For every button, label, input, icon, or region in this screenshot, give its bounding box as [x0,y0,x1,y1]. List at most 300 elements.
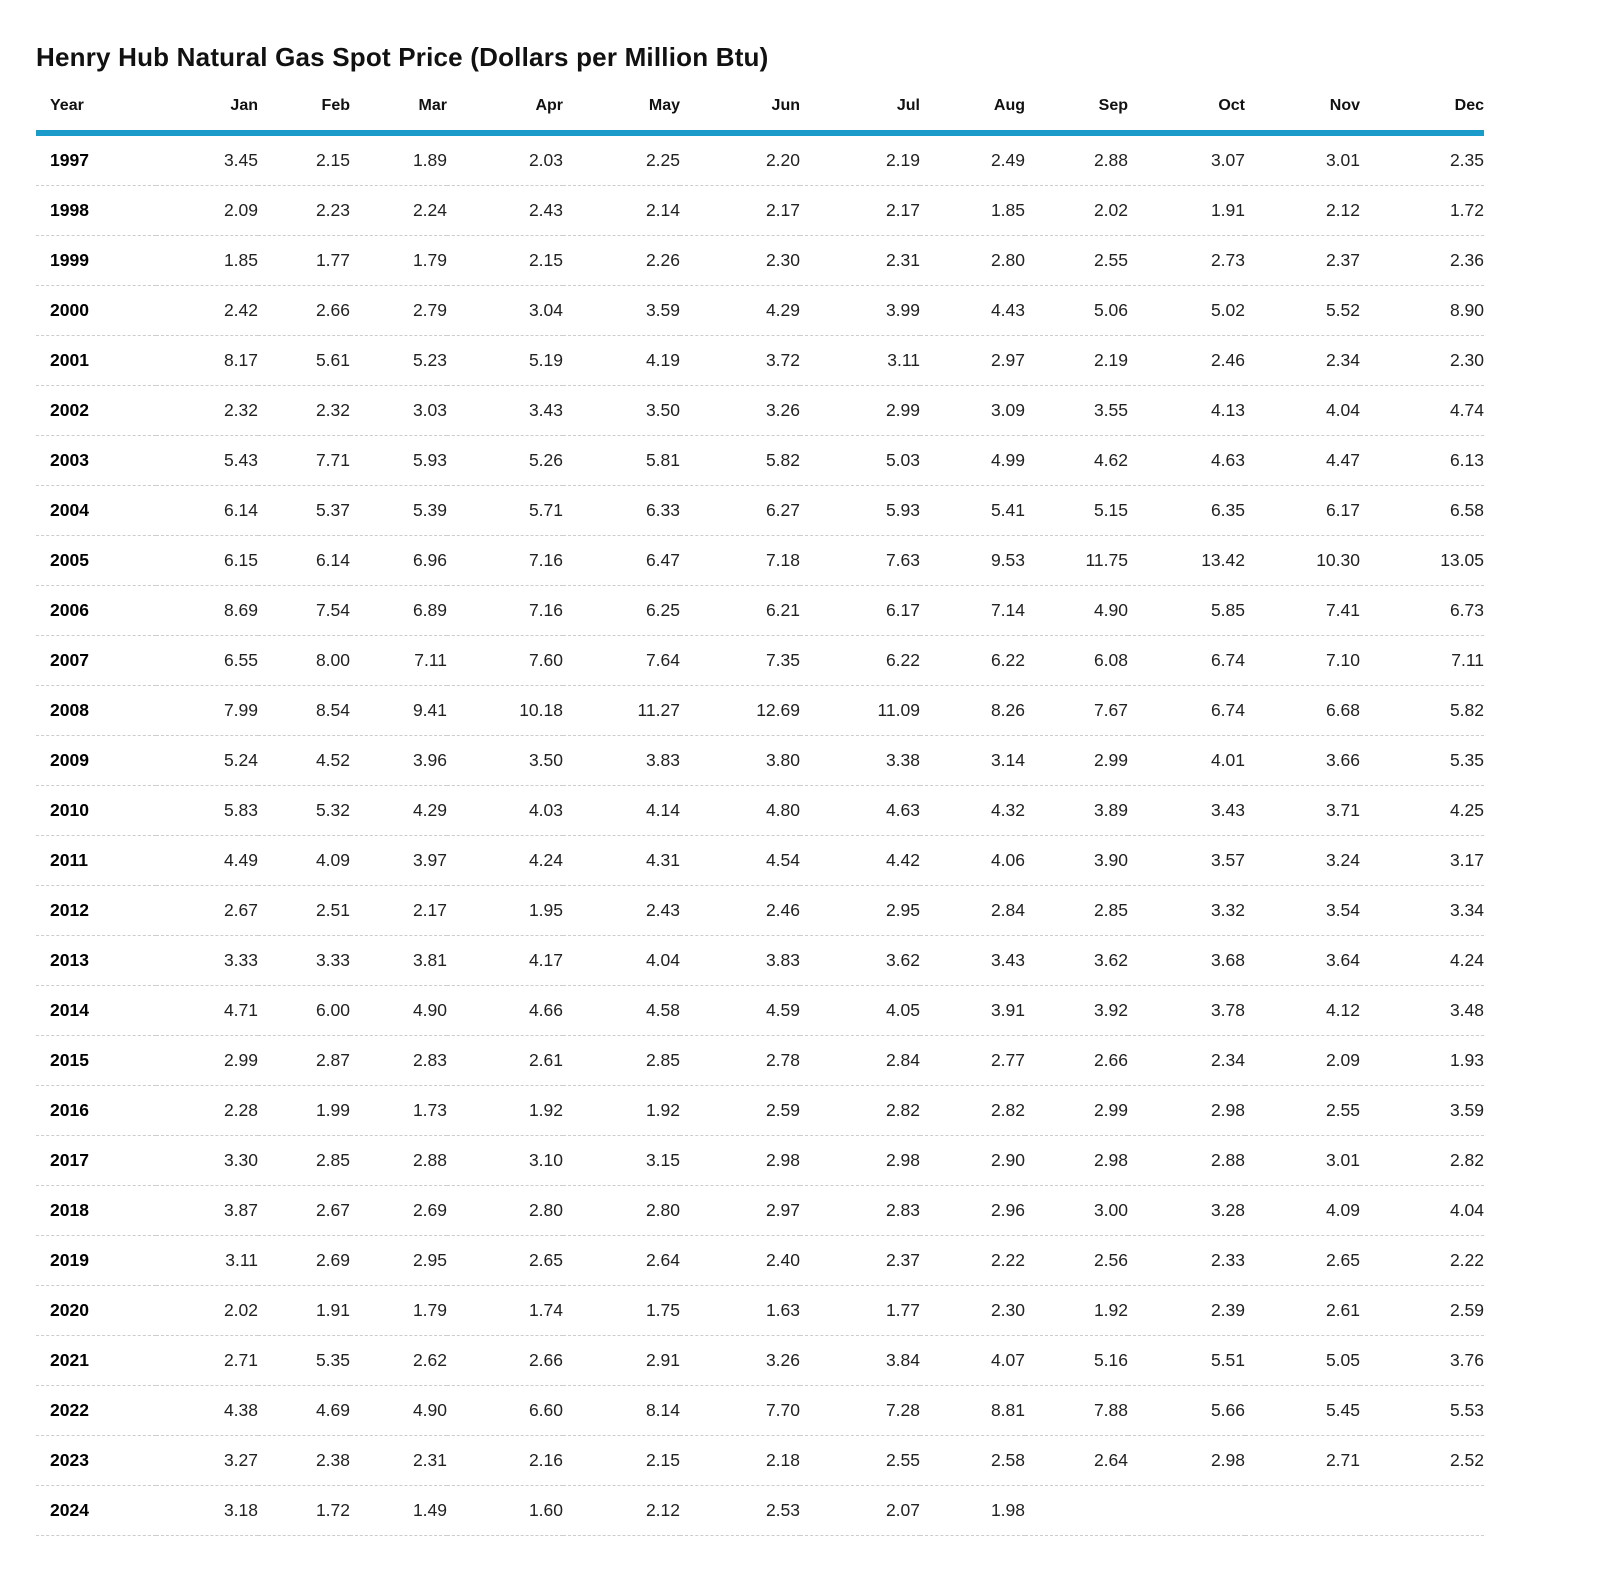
price-cell-sep: 5.16 [1093,1350,1128,1370]
price-cell-jan: 4.71 [223,1000,258,1020]
month-column-header-sep: Sep [1025,95,1128,133]
price-cell-oct: 13.42 [1201,550,1245,570]
price-cell-jan: 6.55 [223,650,258,670]
table-header-row [36,95,1484,133]
price-cell-jul: 4.42 [885,850,920,870]
month-column-header-nov: Nov [1245,95,1360,133]
year-cell: 2005 [50,550,89,570]
price-cell-mar: 2.31 [412,1450,447,1470]
price-cell-mar: 5.23 [412,350,447,370]
price-cell-jul: 6.22 [885,650,920,670]
price-cell-jan: 2.67 [223,900,258,920]
price-cell-nov: 3.24 [1325,850,1360,870]
price-cell-sep [1025,1486,1128,1536]
price-cell-mar: 1.79 [412,1300,447,1320]
table-row-2021 [36,1336,1484,1386]
price-cell-nov: 7.10 [1325,650,1360,670]
price-cell-jul: 2.99 [885,400,920,420]
month-column-header-jan: Jan [156,95,258,133]
price-cell-jan: 1.85 [223,250,258,270]
price-cell-jul: 3.11 [887,350,920,370]
price-cell-feb: 2.67 [315,1200,350,1220]
price-cell-oct: 3.32 [1210,900,1245,920]
price-cell-jun: 3.26 [765,400,800,420]
price-cell-may: 4.31 [645,850,680,870]
price-cell-dec: 2.82 [1449,1150,1484,1170]
price-cell-jul: 2.19 [885,150,920,170]
price-cell-dec: 3.48 [1449,1000,1484,1020]
price-cell-nov: 3.64 [1325,950,1360,970]
price-cell-mar: 6.96 [412,550,447,570]
table-row-2014 [36,986,1484,1036]
price-cell-mar: 5.93 [412,450,447,470]
price-cell-feb: 1.77 [315,250,350,270]
price-cell-nov: 3.54 [1325,900,1360,920]
price-cell-jun: 2.46 [765,900,800,920]
price-cell-dec: 5.82 [1449,700,1484,720]
price-cell-jul: 2.98 [885,1150,920,1170]
price-cell-may: 6.47 [645,550,680,570]
price-cell-may: 6.25 [645,600,680,620]
price-cell-jan: 4.49 [223,850,258,870]
price-cell-feb: 2.23 [315,200,350,220]
price-cell-jan: 2.02 [223,1300,258,1320]
price-cell-feb: 7.54 [315,600,350,620]
year-cell: 1997 [50,150,89,170]
price-cell-mar: 3.96 [412,750,447,770]
price-cell-mar: 3.97 [412,850,447,870]
price-cell-apr: 7.16 [528,550,563,570]
price-cell-nov: 10.30 [1316,550,1360,570]
price-cell-may: 2.25 [645,150,680,170]
price-cell-apr: 5.19 [528,350,563,370]
price-cell-may: 2.14 [645,200,680,220]
price-cell-jan: 8.17 [223,350,258,370]
price-cell-jun: 1.63 [765,1300,800,1320]
price-cell-may: 3.15 [645,1150,680,1170]
price-cell-apr: 2.16 [528,1450,563,1470]
price-cell-jul: 3.99 [885,300,920,320]
price-cell-nov: 4.47 [1325,450,1360,470]
table-row-2017 [36,1136,1484,1186]
price-cell-apr: 1.95 [528,900,563,920]
price-cell-sep: 5.15 [1093,500,1128,520]
price-cell-mar: 1.89 [412,150,447,170]
price-cell-may: 1.75 [645,1300,680,1320]
price-cell-sep: 2.66 [1093,1050,1128,1070]
price-cell-aug: 4.06 [990,850,1025,870]
price-cell-oct: 3.68 [1210,950,1245,970]
price-cell-nov: 6.17 [1325,500,1360,520]
price-cell-apr: 10.18 [519,700,563,720]
price-cell-aug: 8.26 [990,700,1025,720]
price-cell-apr: 2.66 [528,1350,563,1370]
price-cell-sep: 2.19 [1093,350,1128,370]
price-cell-aug: 2.96 [990,1200,1025,1220]
price-cell-sep: 11.75 [1085,550,1128,570]
price-cell-oct: 2.39 [1210,1300,1245,1320]
price-cell-apr: 7.60 [528,650,563,670]
price-cell-oct: 2.88 [1210,1150,1245,1170]
price-cell-aug: 2.80 [990,250,1025,270]
table-body [36,133,1484,1536]
price-cell-jul: 5.93 [885,500,920,520]
price-cell-nov: 4.04 [1325,400,1360,420]
table-row-1997 [36,133,1484,186]
price-cell-apr: 5.71 [528,500,563,520]
year-cell: 2020 [50,1300,89,1320]
price-cell-feb: 2.85 [315,1150,350,1170]
price-cell-mar: 2.79 [412,300,447,320]
price-cell-dec: 2.22 [1449,1250,1484,1270]
price-cell-oct: 2.98 [1210,1100,1245,1120]
price-cell-oct: 2.98 [1210,1450,1245,1470]
table-row-2024 [36,1486,1484,1536]
price-cell-sep: 7.88 [1093,1400,1128,1420]
price-cell-apr: 3.10 [528,1150,563,1170]
price-cell-mar: 3.81 [412,950,447,970]
price-cell-oct [1128,1486,1245,1536]
price-cell-jun: 2.30 [765,250,800,270]
year-cell: 2018 [50,1200,89,1220]
price-cell-may: 2.15 [645,1450,680,1470]
price-cell-feb: 4.69 [315,1400,350,1420]
price-cell-feb: 1.72 [315,1500,350,1520]
price-cell-dec: 4.24 [1449,950,1484,970]
price-cell-jul: 2.83 [885,1200,920,1220]
price-cell-jan: 5.83 [223,800,258,820]
price-cell-dec: 4.74 [1449,400,1484,420]
price-cell-sep: 6.08 [1093,650,1128,670]
price-cell-aug: 4.07 [990,1350,1025,1370]
table-row-2013 [36,936,1484,986]
price-cell-may: 5.81 [645,450,680,470]
price-cell-apr: 3.04 [528,300,563,320]
year-cell: 2019 [50,1250,89,1270]
price-cell-jun: 2.59 [765,1100,800,1120]
price-cell-jan: 5.43 [223,450,258,470]
year-cell: 1998 [50,200,89,220]
price-cell-sep: 2.99 [1093,1100,1128,1120]
price-cell-nov: 5.52 [1325,300,1360,320]
price-cell-sep: 1.92 [1093,1300,1128,1320]
price-cell-aug: 8.81 [990,1400,1025,1420]
price-cell-sep: 2.85 [1093,900,1128,920]
price-cell-nov: 7.41 [1325,600,1360,620]
price-cell-feb: 4.09 [315,850,350,870]
year-cell: 2009 [50,750,89,770]
price-cell-mar: 1.49 [412,1500,447,1520]
price-cell-oct: 3.78 [1210,1000,1245,1020]
price-cell-aug: 2.84 [990,900,1025,920]
price-cell-apr: 4.03 [528,800,563,820]
price-cell-jan: 5.24 [223,750,258,770]
table-row-2002 [36,386,1484,436]
price-cell-jan: 3.30 [223,1150,258,1170]
price-cell-nov: 2.12 [1325,200,1360,220]
price-cell-sep: 3.90 [1093,850,1128,870]
price-cell-feb: 1.99 [315,1100,350,1120]
table-row-1999 [36,236,1484,286]
year-cell: 2002 [50,400,89,420]
price-cell-sep: 2.64 [1093,1450,1128,1470]
year-cell: 2010 [50,800,89,820]
price-cell-feb: 5.37 [315,500,350,520]
price-cell-may: 2.80 [645,1200,680,1220]
price-cell-sep: 3.62 [1093,950,1128,970]
price-cell-jun: 4.80 [765,800,800,820]
price-cell-jul: 2.95 [885,900,920,920]
year-cell: 2016 [50,1100,89,1120]
price-cell-apr: 1.92 [528,1100,563,1120]
table-row-2004 [36,486,1484,536]
price-cell-mar: 4.90 [412,1000,447,1020]
year-cell: 2022 [50,1400,89,1420]
price-cell-may: 2.85 [645,1050,680,1070]
price-cell-nov: 4.09 [1325,1200,1360,1220]
price-cell-jun: 7.18 [765,550,800,570]
price-cell-jul: 2.07 [885,1500,920,1520]
price-cell-jan: 3.11 [225,1250,258,1270]
price-cell-nov: 3.66 [1325,750,1360,770]
year-cell: 2001 [50,350,89,370]
table-row-2003 [36,436,1484,486]
price-cell-feb: 5.32 [315,800,350,820]
price-cell-feb: 3.33 [315,950,350,970]
table-row-2000 [36,286,1484,336]
price-cell-aug: 4.32 [990,800,1025,820]
price-cell-jun: 7.35 [765,650,800,670]
price-cell-jun: 5.82 [765,450,800,470]
price-cell-mar: 4.29 [412,800,447,820]
price-cell-dec: 2.30 [1449,350,1484,370]
price-cell-jun: 4.59 [765,1000,800,1020]
price-cell-feb: 2.32 [315,400,350,420]
month-column-header-jun: Jun [680,95,800,133]
price-cell-sep: 2.88 [1093,150,1128,170]
price-cell-jul: 1.77 [885,1300,920,1320]
month-column-header-mar: Mar [350,95,447,133]
year-column-header: Year [36,95,156,133]
price-cell-jun: 2.97 [765,1200,800,1220]
month-column-header-apr: Apr [447,95,563,133]
price-cell-jun: 12.69 [756,700,800,720]
price-cell-apr: 7.16 [528,600,563,620]
price-cell-dec: 3.34 [1449,900,1484,920]
year-cell: 2004 [50,500,89,520]
price-cell-oct: 5.51 [1210,1350,1245,1370]
price-cell-feb: 5.35 [315,1350,350,1370]
table-row-2006 [36,586,1484,636]
price-cell-aug: 1.98 [990,1500,1025,1520]
price-cell-may: 2.91 [645,1350,680,1370]
year-cell: 2006 [50,600,89,620]
price-cell-aug: 1.85 [990,200,1025,220]
price-cell-nov: 2.09 [1325,1050,1360,1070]
price-cell-feb: 6.14 [315,550,350,570]
price-cell-mar: 2.83 [412,1050,447,1070]
page-title: Henry Hub Natural Gas Spot Price (Dollars per Million Btu) [36,42,769,72]
price-cell-jan: 3.27 [223,1450,258,1470]
price-cell-sep: 2.99 [1093,750,1128,770]
price-cell-dec: 6.73 [1449,600,1484,620]
price-cell-dec [1360,1486,1484,1536]
price-cell-jul: 3.38 [885,750,920,770]
price-cell-jan: 7.99 [223,700,258,720]
price-cell-jun: 6.21 [765,600,800,620]
price-cell-jul: 5.03 [885,450,920,470]
price-cell-mar: 7.11 [414,650,447,670]
price-cell-apr: 5.26 [528,450,563,470]
price-cell-oct: 5.66 [1210,1400,1245,1420]
price-cell-jul: 4.63 [885,800,920,820]
price-cell-nov: 2.71 [1325,1450,1360,1470]
price-cell-oct: 6.35 [1210,500,1245,520]
price-cell-dec: 2.36 [1449,250,1484,270]
year-cell: 2008 [50,700,89,720]
month-column-header-aug: Aug [920,95,1025,133]
price-cell-may: 7.64 [645,650,680,670]
price-cell-dec: 1.72 [1449,200,1484,220]
price-cell-oct: 2.73 [1210,250,1245,270]
table-row-2020 [36,1286,1484,1336]
price-cell-nov: 3.71 [1325,800,1360,820]
table-row-2008 [36,686,1484,736]
price-cell-jun: 2.20 [765,150,800,170]
table-row-2001 [36,336,1484,386]
price-cell-jun: 2.98 [765,1150,800,1170]
price-cell-apr: 6.60 [528,1400,563,1420]
price-cell-mar: 9.41 [412,700,447,720]
table-row-2015 [36,1036,1484,1086]
price-cell-may: 3.83 [645,750,680,770]
price-cell-feb: 8.54 [315,700,350,720]
price-cell-feb: 2.51 [315,900,350,920]
price-cell-sep: 3.89 [1093,800,1128,820]
price-cell-jan: 2.42 [223,300,258,320]
price-cell-oct: 3.43 [1210,800,1245,820]
price-cell-dec: 2.35 [1449,150,1484,170]
price-cell-jan: 6.15 [223,550,258,570]
price-cell-oct: 1.91 [1210,200,1245,220]
price-cell-jan: 2.71 [223,1350,258,1370]
price-cell-dec: 5.35 [1449,750,1484,770]
price-cell-jun: 7.70 [765,1400,800,1420]
price-cell-may: 4.19 [645,350,680,370]
price-cell-oct: 5.02 [1210,300,1245,320]
price-cell-may: 8.14 [645,1400,680,1420]
table-row-1998 [36,186,1484,236]
year-cell: 2014 [50,1000,89,1020]
price-cell-apr: 1.74 [528,1300,563,1320]
price-cell-apr: 3.43 [528,400,563,420]
price-cell-dec: 4.25 [1449,800,1484,820]
price-cell-jul: 2.31 [885,250,920,270]
price-cell-mar: 3.03 [412,400,447,420]
price-cell-apr: 3.50 [528,750,563,770]
price-cell-may: 1.92 [645,1100,680,1120]
table-row-2010 [36,786,1484,836]
price-cell-apr: 2.15 [528,250,563,270]
price-cell-jul: 2.17 [885,200,920,220]
price-cell-feb: 7.71 [315,450,350,470]
price-cell-jul: 2.84 [885,1050,920,1070]
price-cell-jun: 2.40 [765,1250,800,1270]
price-cell-sep: 2.56 [1093,1250,1128,1270]
price-cell-aug: 2.97 [990,350,1025,370]
price-cell-aug: 2.90 [990,1150,1025,1170]
year-cell: 2000 [50,300,89,320]
price-cell-sep: 7.67 [1093,700,1128,720]
price-cell-dec: 6.58 [1449,500,1484,520]
price-cell-oct: 4.01 [1210,750,1245,770]
price-cell-oct: 6.74 [1210,650,1245,670]
price-cell-aug: 6.22 [990,650,1025,670]
price-cell-dec: 3.76 [1449,1350,1484,1370]
price-cell-jun: 3.26 [765,1350,800,1370]
price-cell-oct: 6.74 [1210,700,1245,720]
price-cell-mar: 2.17 [412,900,447,920]
price-cell-nov: 2.65 [1325,1250,1360,1270]
price-cell-oct: 2.34 [1210,1050,1245,1070]
year-cell: 2012 [50,900,89,920]
price-cell-mar: 1.73 [412,1100,447,1120]
price-cell-jun: 4.54 [765,850,800,870]
year-cell: 2011 [50,850,88,870]
price-cell-sep: 5.06 [1093,300,1128,320]
price-cell-aug: 2.30 [990,1300,1025,1320]
year-cell: 2003 [50,450,89,470]
price-cell-mar: 2.88 [412,1150,447,1170]
price-cell-jun: 2.53 [765,1500,800,1520]
price-cell-sep: 3.00 [1093,1200,1128,1220]
price-cell-aug: 4.43 [990,300,1025,320]
price-cell-jun: 4.29 [765,300,800,320]
price-cell-nov: 2.37 [1325,250,1360,270]
price-cell-jan: 2.99 [223,1050,258,1070]
price-cell-sep: 2.02 [1093,200,1128,220]
price-cell-aug: 2.22 [990,1250,1025,1270]
price-cell-dec: 1.93 [1449,1050,1484,1070]
price-cell-apr: 4.66 [528,1000,563,1020]
year-cell: 2007 [50,650,89,670]
price-cell-sep: 3.55 [1093,400,1128,420]
year-cell: 1999 [50,250,89,270]
price-cell-aug: 3.43 [990,950,1025,970]
price-cell-aug: 2.49 [990,150,1025,170]
price-cell-feb: 2.87 [315,1050,350,1070]
price-cell-jan: 2.09 [223,200,258,220]
price-cell-nov: 3.01 [1325,150,1360,170]
price-cell-dec: 5.53 [1449,1400,1484,1420]
price-cell-may: 11.27 [637,700,680,720]
price-cell-nov: 3.01 [1325,1150,1360,1170]
price-cell-nov: 2.55 [1325,1100,1360,1120]
price-cell-sep: 2.98 [1093,1150,1128,1170]
price-cell-dec: 13.05 [1440,550,1484,570]
year-cell: 2015 [50,1050,89,1070]
price-cell-feb: 2.38 [315,1450,350,1470]
price-cell-may: 4.14 [645,800,680,820]
price-cell-aug: 7.14 [990,600,1025,620]
price-cell-oct: 4.13 [1210,400,1245,420]
price-cell-jul: 3.84 [885,1350,920,1370]
price-cell-apr: 2.03 [528,150,563,170]
price-cell-may: 2.12 [645,1500,680,1520]
price-cell-jan: 3.18 [223,1500,258,1520]
price-cell-jan: 6.14 [223,500,258,520]
price-table [36,95,1484,1536]
